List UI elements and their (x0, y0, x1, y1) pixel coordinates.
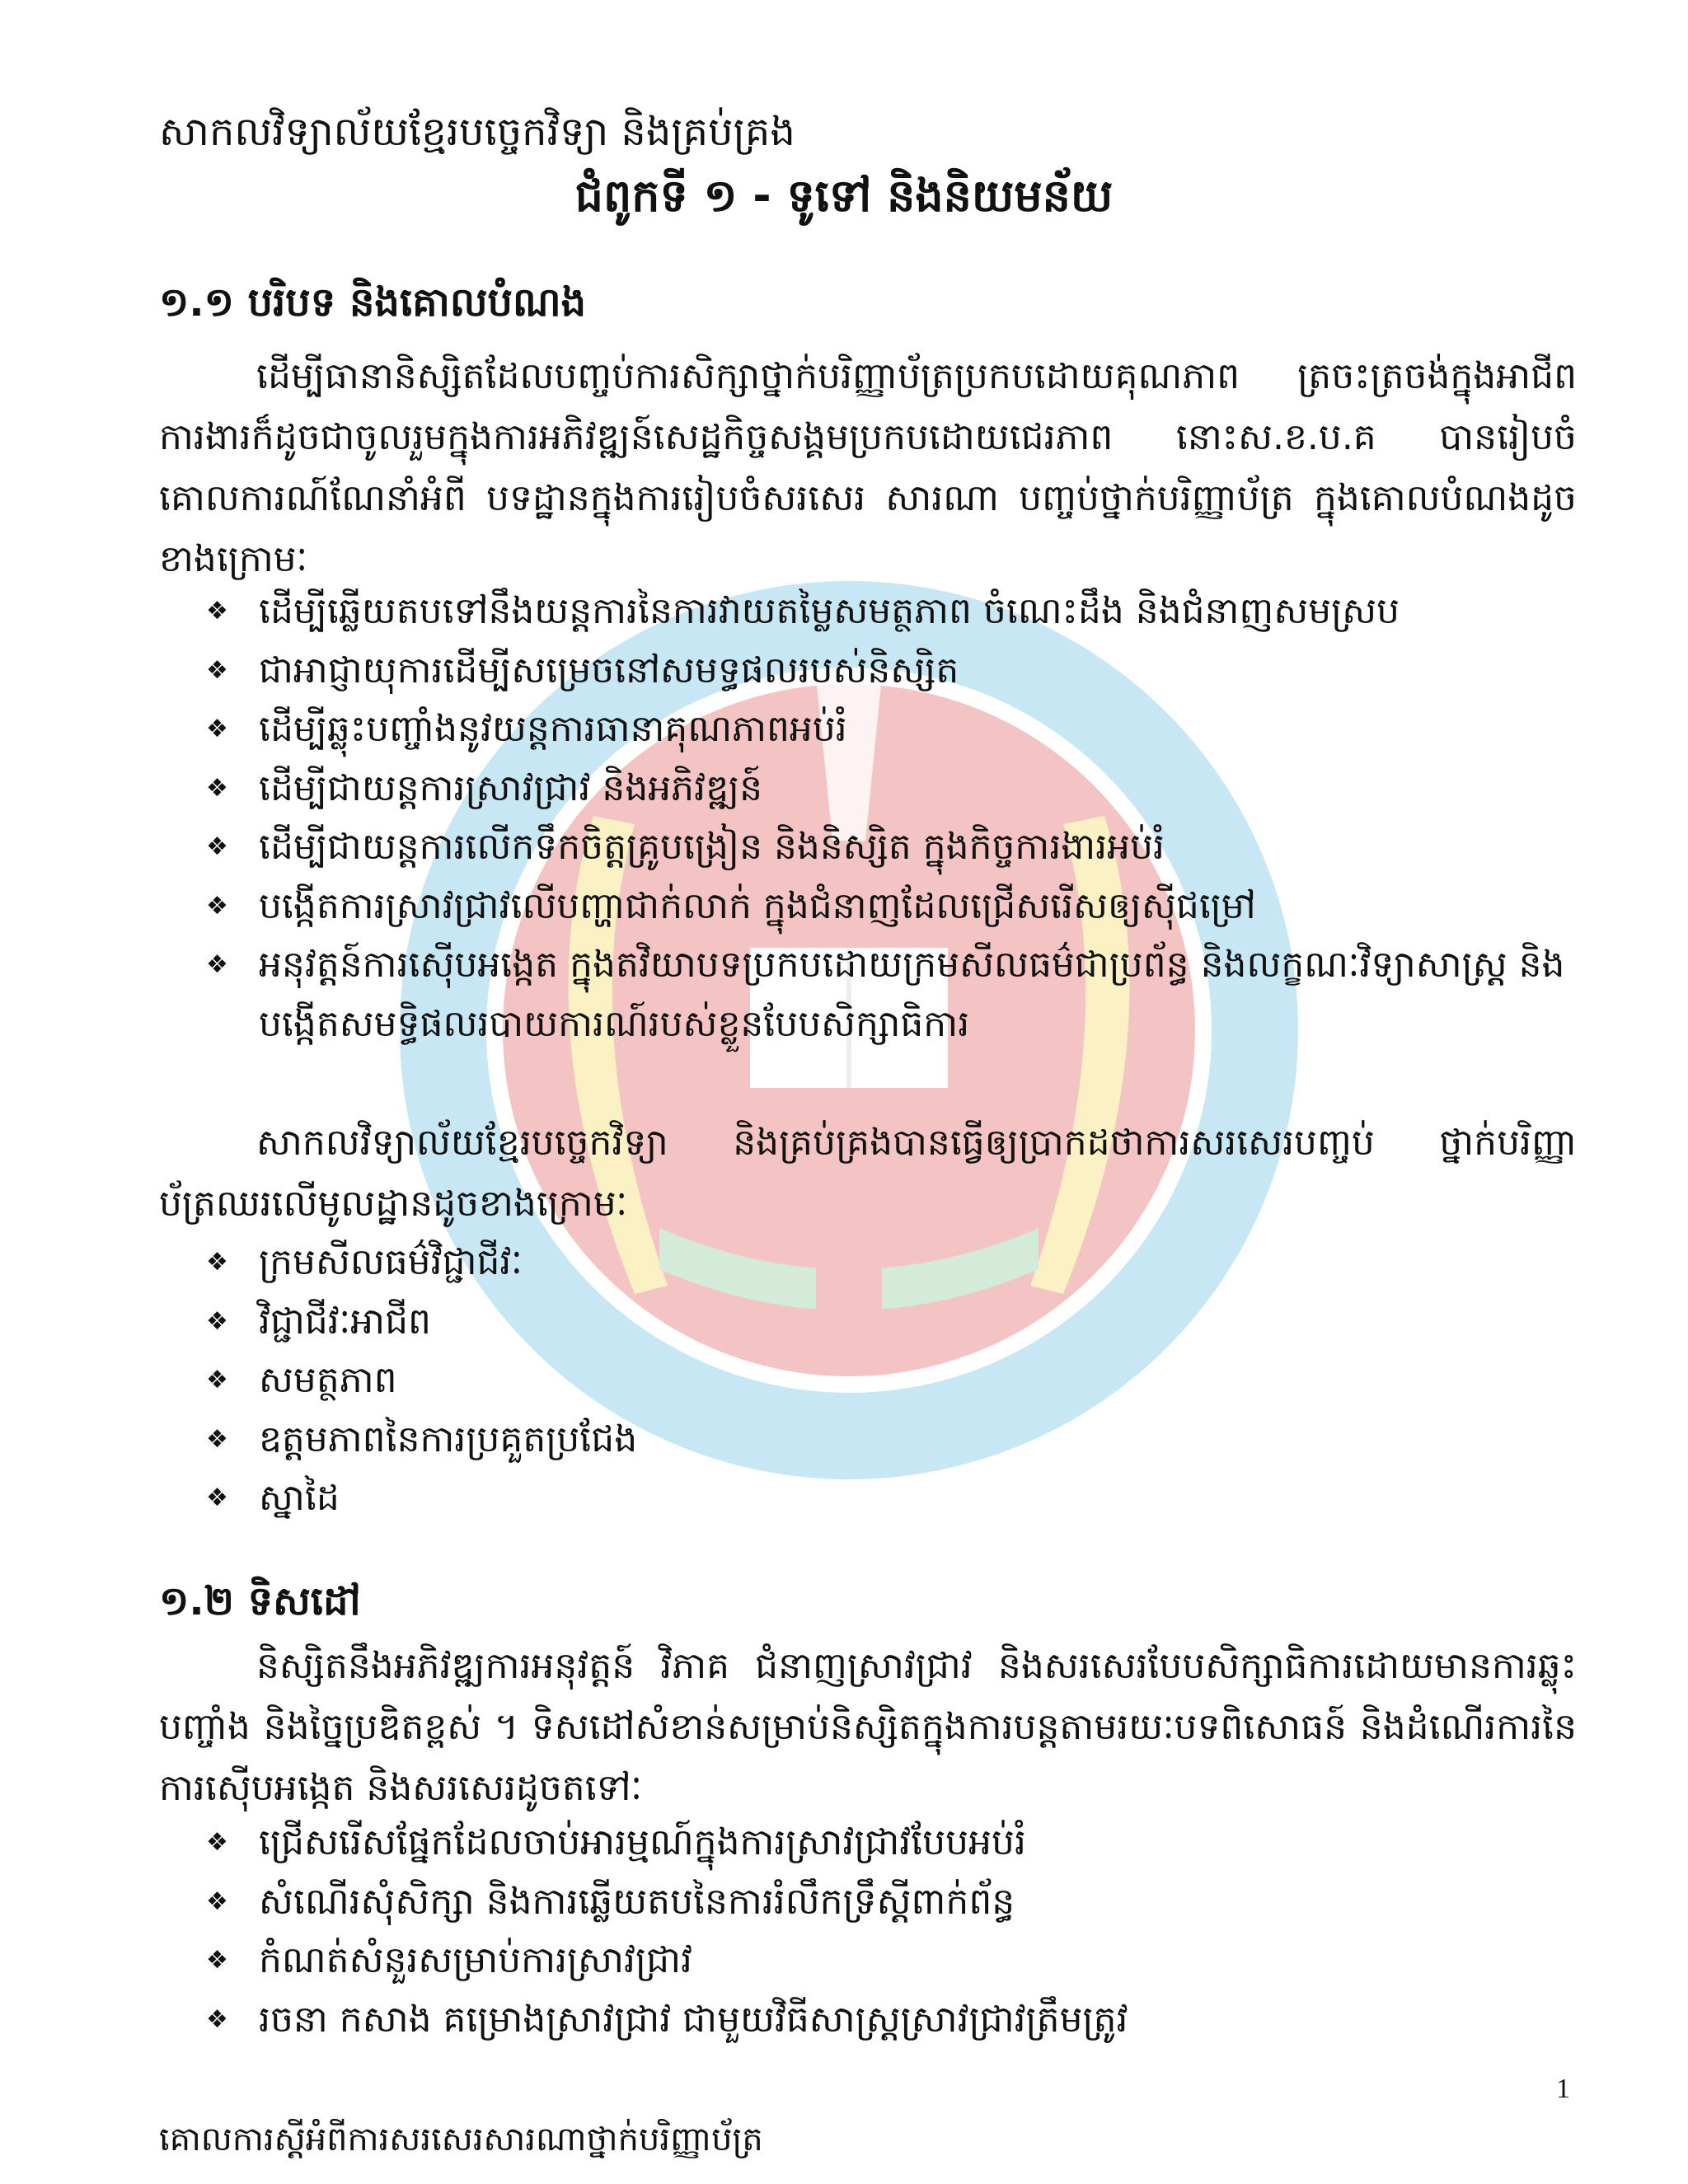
list-item: ❖ ជាអាជ្ញាយុការដើម្បីសម្រេចនៅសមទ្ធផលរបស់និស្សិត (206, 641, 1574, 701)
list-item: ❖ ជ្រើសរើសផ្នែកដែលចាប់អារម្មណ៍ក្នុងការស្រាវជ្រាវបែបអប់រំ (206, 1813, 1574, 1872)
diamond-bullet-icon: ❖ (206, 950, 228, 979)
section-heading-1-1: ១.១ បរិបទ និងគោលបំណង (159, 279, 587, 326)
institution-name: សាកលវិទ្យាល័យខ្មែរបច្ចេកវិទ្យា និងគ្រប់គ្រង (159, 109, 795, 155)
diamond-bullet-icon: ❖ (206, 1248, 228, 1277)
diamond-bullet-icon: ❖ (206, 597, 228, 626)
diamond-bullet-icon: ❖ (206, 1306, 228, 1336)
diamond-bullet-icon: ❖ (206, 1483, 228, 1512)
list-item: ❖ រចនា កសាង គម្រោងស្រាវជ្រាវ ជាមួយវិធីសាស្ត្រស្រាវជ្រាវត្រឹមត្រូវ (206, 1990, 1574, 2050)
page-number: 1 (1556, 2074, 1570, 2104)
diamond-bullet-icon: ❖ (206, 891, 228, 921)
list-item: ❖ ក្រមសីលធម៌វិជ្ជាជីវៈ (206, 1233, 1574, 1292)
list-item: ❖ ដើម្បីជាយន្តការស្រាវជ្រាវ និងអភិវឌ្ឍន៍ (206, 759, 1574, 818)
diamond-bullet-icon: ❖ (206, 1828, 228, 1857)
list-item: ❖ បង្កើតការស្រាវជ្រាវលើបញ្ហាជាក់លាក់ ក្នុងជំនាញដែលជ្រើសរើសឲ្យស៊ីជម្រៅ (206, 877, 1574, 936)
diamond-bullet-icon: ❖ (206, 2004, 228, 2034)
list-item: ❖ ឧត្តមភាពនៃការប្រគួតប្រជែង (206, 1410, 1574, 1469)
diamond-bullet-icon: ❖ (206, 773, 228, 803)
objectives-list (206, 582, 1574, 1053)
list-item: ❖ ដើម្បីឆ្លើយតបទៅនឹងយន្តការនៃការវាយតម្លៃសមត្ថភាព ចំណេះដឹង និងជំនាញសមស្រប (206, 582, 1574, 641)
section-1-1-intro-paragraph (159, 346, 1577, 590)
diamond-bullet-icon: ❖ (206, 1946, 228, 1975)
list-item: ❖ ស្នាដៃ (206, 1469, 1574, 1528)
list-item: ❖ អនុវត្តន៍ការស៊ើបអង្កេត ក្នុងតវិយាបទប្រកបដោយក្រមសីលធម៌ជាប្រព័ន្ធ និងលក្ខណៈវិទ្យាសាស្ត្រ និងបង្កើតសមទ្ធិផលរបាយការណ៍របស់ខ្លួនបែបសិក្សាធិការ (206, 935, 1574, 1053)
diamond-bullet-icon: ❖ (206, 832, 228, 861)
list-item: ❖ កំណត់សំនួរសម្រាប់ការស្រាវជ្រាវ (206, 1931, 1574, 1990)
basis-intro-paragraph (159, 1113, 1577, 1235)
diamond-bullet-icon: ❖ (206, 715, 228, 743)
section-1-2-intro-text: និស្សិតនឹងអភិវឌ្ឍការអនុវត្តន៍ វិភាគ ជំនាញស្រាវជ្រាវ និងសរសេរបែបសិក្សាធិការដោយមានការឆ្លុះបញ្ចាំង និងច្នៃប្រឌិតខ្ពស់ ។ ទិសដៅសំខាន់សម្រាប់និស្សិតក្នុងការបន្តតាមរយៈបទពិសោធន៍ និងដំណើរការនៃការស៊ើបអង្កេត និងសរសេរដូចតទៅៈ (159, 1645, 1577, 1809)
intro-text: ដើម្បីធានានិស្សិតដែលបញ្ចប់ការសិក្សាថ្នាក់បរិញ្ញាប័ត្រប្រកបដោយគុណភាព ត្រចះត្រចង់ក្នុងអាជីពការងារក៏ដូចជាចូលរួមក្នុងការអភិវឌ្ឍន៍សេដ្ឋកិច្ចសង្គមប្រកបដោយជេរភាព នោះស.ខ.ប.គ បានរៀបចំគោលការណ៍ណែនាំអំពី បទដ្ឋានក្នុងការរៀបចំសរសេរ សារណា បញ្ចប់ថ្នាក់បរិញ្ញាប័ត្រ ក្នុងគោលបំណងដូចខាងក្រោមៈ (159, 355, 1577, 580)
diamond-bullet-icon: ❖ (206, 1366, 228, 1394)
basis-list (206, 1233, 1574, 1528)
list-item: ❖ សមត្ថភាព (206, 1351, 1574, 1410)
list-item: ❖ សំណើរសុំសិក្សា និងការឆ្លើយតបនៃការរំលឹកទ្រឹស្តីពាក់ព័ន្ធ (206, 1872, 1574, 1932)
basis-intro-text: សាកលវិទ្យាល័យខ្មែរបច្ចេកវិទ្យា និងគ្រប់គ្រងបានធ្វើឲ្យប្រាកដថាការសរសេរបញ្ចប់ ថ្នាក់បរិញ្ញាប័ត្រឈរលើមូលដ្ឋានដូចខាងក្រោមៈ (159, 1122, 1577, 1225)
diamond-bullet-icon: ❖ (206, 1886, 228, 1916)
footer-text: គោលការស្តីអំពីការសរសេរសារណាថ្នាក់បរិញ្ញាប័ត្រ (159, 2121, 763, 2158)
chapter-title: ជំពូកទី ១ - ទូទៅ និងនិយមន័យ (574, 170, 1114, 222)
direction-list (206, 1813, 1574, 2049)
list-item: ❖ ដើម្បីឆ្លុះបញ្ចាំងនូវយន្តការធានាគុណភាពអប់រំ (206, 700, 1574, 759)
section-1-2-intro-paragraph (159, 1636, 1577, 1819)
diamond-bullet-icon: ❖ (206, 1424, 228, 1454)
section-heading-1-2: ១.២ ទិសដៅ (159, 1578, 361, 1624)
list-item: ❖ វិជ្ជាជីវៈអាជីព (206, 1292, 1574, 1352)
diamond-bullet-icon: ❖ (206, 655, 228, 685)
list-item: ❖ ដើម្បីជាយន្តការលើកទឹកចិត្តគ្រូបង្រៀន និងនិស្សិត ក្នុងកិច្ចការងារអប់រំ (206, 818, 1574, 877)
